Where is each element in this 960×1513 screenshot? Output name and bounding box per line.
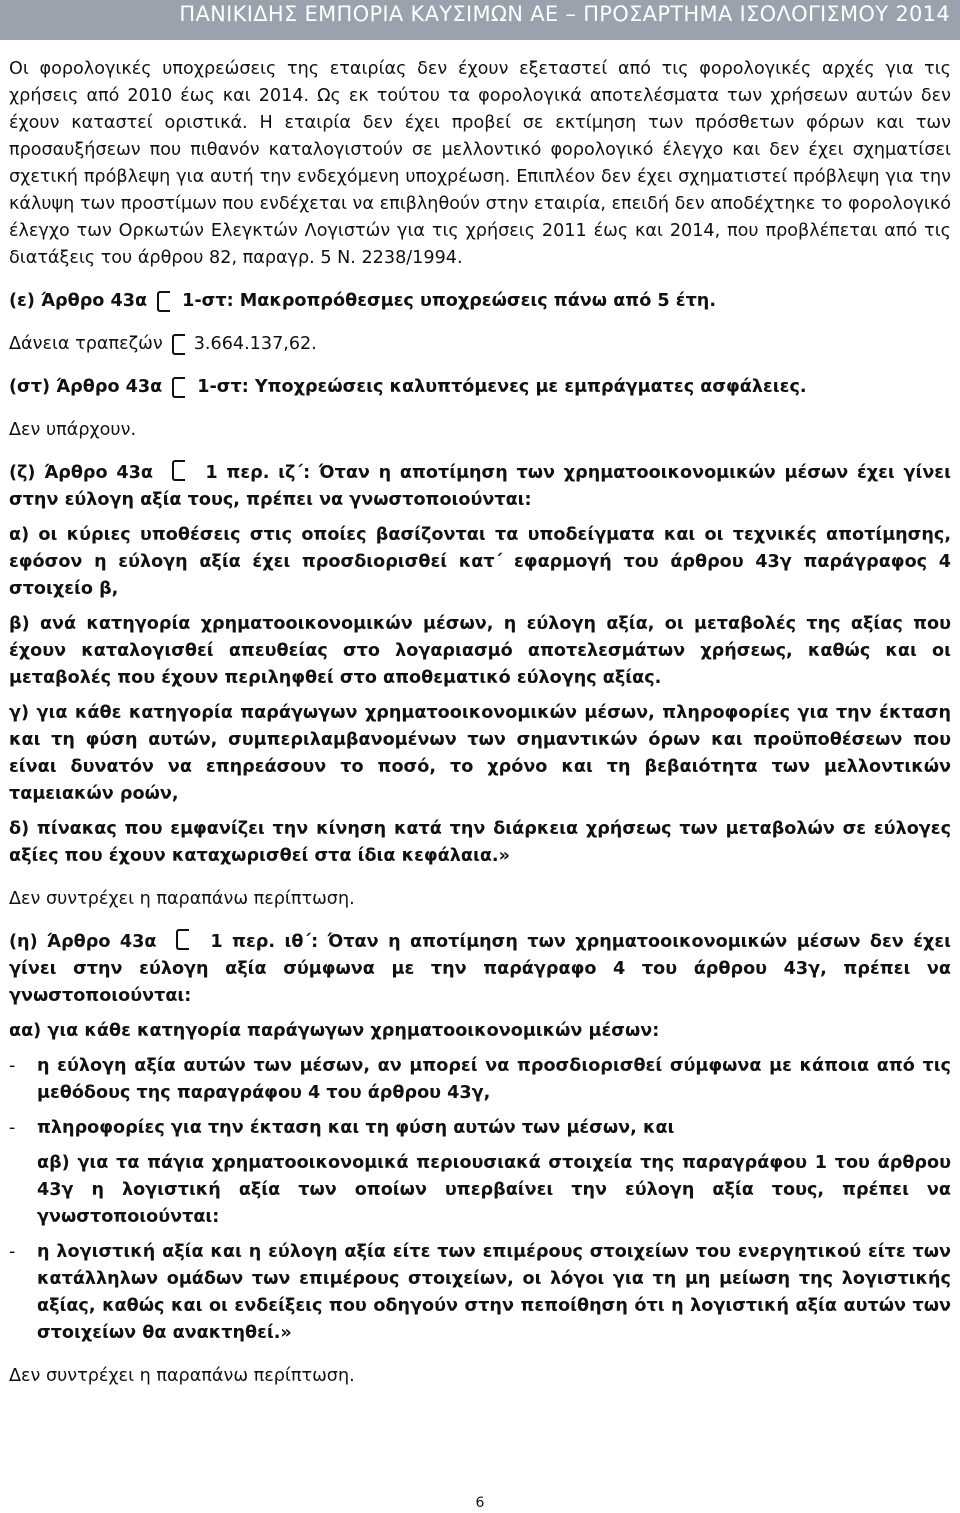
section-z-intro: 1 περ. ιζ΄: Όταν η αποτίμηση των χρηματοοικονομικών μέσων έχει γίνει στην εύλογη αξία τους, πρέπει να γνωστοποιούνται: — [9, 463, 951, 510]
dash-marker: - — [9, 1118, 16, 1138]
section-i-intro: 1 περ. ιθ΄: Όταν η αποτίμηση των χρηματοοικονομικών μέσων δεν έχει γίνει στην εύλογη αξία σύμφωνα με την παράγραφο 4 του άρθρου 43γ, πρέπει να γνωστοποιούνται: — [9, 932, 951, 1006]
section-st-title: 1-στ: Υποχρεώσεις καλυπτόμενες με εμπράγματες ασφάλειες. — [197, 377, 807, 397]
euro-icon — [172, 334, 185, 355]
section-z-label: (ζ) Άρθρο 43α — [9, 463, 153, 483]
page-number: 6 — [475, 1495, 485, 1511]
section-e-title: 1-στ: Μακροπρόθεσμες υποχρεώσεις πάνω από 5 έτη. — [182, 291, 717, 311]
none-text: Δεν υπάρχουν. — [9, 420, 137, 440]
section-z-item-a: α) οι κύριες υποθέσεις στις οποίες βασίζονται τα υποδείγματα και οι τεχνικές αποτίμησης, εφόσον η εύλογη αξία έχει προσδιορισθεί κατ΄ εφαρμογή του άρθρου 43γ παράγραφος 4 στοιχείο β, — [9, 525, 951, 599]
section-i-item-aa: αα) για κάθε κατηγορία παράγωγων χρηματοοικονομικών μέσων: — [9, 1021, 660, 1041]
section-e-label: (ε) Άρθρο 43α — [9, 291, 148, 311]
section-z-item-d: δ) πίνακας που εμφανίζει την κίνηση κατά την διάρκεια χρήσεως των μεταβολών σε εύλογες αξίες που έχουν καταχωρισθεί στα ίδια κεφάλαια.» — [9, 819, 951, 866]
section-i-not-applicable: Δεν συντρέχει η παραπάνω περίπτωση. — [9, 1366, 355, 1386]
ab-point-1: η λογιστική αξία και η εύλογη αξία είτε των επιμέρους στοιχείων του ενεργητικού είτε των κατάλληλων ομάδων των επιμέρους στοιχείων, οι λόγοι για τη μη μείωση της λογιστικής αξίας, καθώς και οι ενδείξεις που οδηγούν στην πεποίθηση ότι η λογιστική αξία αυτών των στοιχείων θα ανακτηθεί.» — [37, 1242, 951, 1343]
dash-marker: - — [9, 1242, 16, 1262]
section-i-item-ab: αβ) για τα πάγια χρηματοοικονομικά περιουσιακά στοιχεία της παραγράφου 1 του άρθρου 43γ η λογιστική αξία των οποίων υπερβαίνει την εύλογη αξία τους, πρέπει να γνωστοποιούνται: — [37, 1153, 951, 1227]
section-sign-icon — [157, 291, 170, 312]
section-z-item-b: β) ανά κατηγορία χρηματοοικονομικών μέσων, η εύλογη αξία, οι μεταβολές της αξίας που έχουν καταλογισθεί απευθείας στο λογαριασμό αποτελεσμάτων χρήσεως, καθώς και οι μεταβολές που έχουν περιληφθεί στο αποθεματικό εύλογης αξίας. — [9, 614, 951, 688]
list-item — [9, 1053, 951, 1107]
page-header — [0, 0, 960, 40]
section-sign-icon — [172, 377, 185, 398]
section-i-heading — [9, 929, 951, 1010]
aa-point-2: πληροφορίες για την έκταση και τη φύση αυτών των μέσων, και — [37, 1118, 675, 1138]
section-z-item-c: γ) για κάθε κατηγορία παράγωγων χρηματοοικονομικών μέσων, πληροφορίες για την έκταση και τη φύση αυτών, συμπεριλαμβανομένων των σημαντικών όρων και προϋποθέσεων που είναι δυνατόν να επηρεάσουν το ποσό, το χρόνο και τη βεβαιότητα των μελλοντικών ταμειακών ροών, — [9, 703, 951, 804]
document-body — [9, 56, 951, 1390]
dash-marker: - — [9, 1056, 16, 1076]
section-e-heading — [9, 288, 951, 315]
section-st-heading — [9, 374, 951, 401]
tax-paragraph: Οι φορολογικές υποχρεώσεις της εταιρίας δεν έχουν εξεταστεί από τις φορολογικές αρχές για τις χρήσεις από 2010 έως και 2014. Ως εκ τούτου τα φορολογικά αποτελέσματα των χρήσεων αυτών δεν έχουν καταστεί οριστικά. Η εταιρία δεν έχει προβεί σε εκτίμηση των πρόσθετων φόρων και των προσαυξήσεων που πιθανόν καταλογιστούν σε μελλοντικό φορολογικό έλεγχο και δεν έχει σχηματίσει σχετική πρόβλεψη για αυτή την ενδεχόμενη υποχρέωση. Επιπλέον δεν έχει σχηματιστεί πρόβλεψη για την κάλυψη των προστίμων που ενδέχεται να επιβληθούν στην εταιρία, επειδή δεν αποδέχτηκε το φορολογικό έλεγχο των Ορκωτών Ελεγκτών Λογιστών για τις χρήσεις 2011 έως και 2014, που προβλέπεται από τις διατάξεις του άρθρου 82, παραγρ. 5 Ν. 2238/1994. — [9, 59, 951, 268]
section-sign-icon — [176, 929, 189, 950]
section-sign-icon — [172, 460, 185, 481]
loans-line — [9, 331, 951, 358]
list-item — [9, 1115, 951, 1142]
section-z-heading — [9, 460, 951, 514]
section-st-label: (στ) Άρθρο 43α — [9, 377, 163, 397]
section-i-label: (η) Άρθρο 43α — [9, 932, 157, 952]
header-title: ΠΑΝΙΚΙΔΗΣ ΕΜΠΟΡΙΑ ΚΑΥΣΙΜΩΝ ΑΕ – ΠΡΟΣΑΡΤΗΜΑ ΙΣΟΛΟΓΙΣΜΟΥ 2014 — [179, 2, 950, 26]
loans-amount: 3.664.137,62. — [193, 334, 317, 354]
section-z-not-applicable: Δεν συντρέχει η παραπάνω περίπτωση. — [9, 889, 355, 909]
loans-label: Δάνεια τραπεζών — [9, 334, 163, 354]
aa-point-1: η εύλογη αξία αυτών των μέσων, αν μπορεί να προσδιορισθεί σύμφωνα με κάποια από τις μεθόδους της παραγράφου 4 του άρθρου 43γ, — [37, 1056, 951, 1103]
list-item — [9, 1239, 951, 1347]
